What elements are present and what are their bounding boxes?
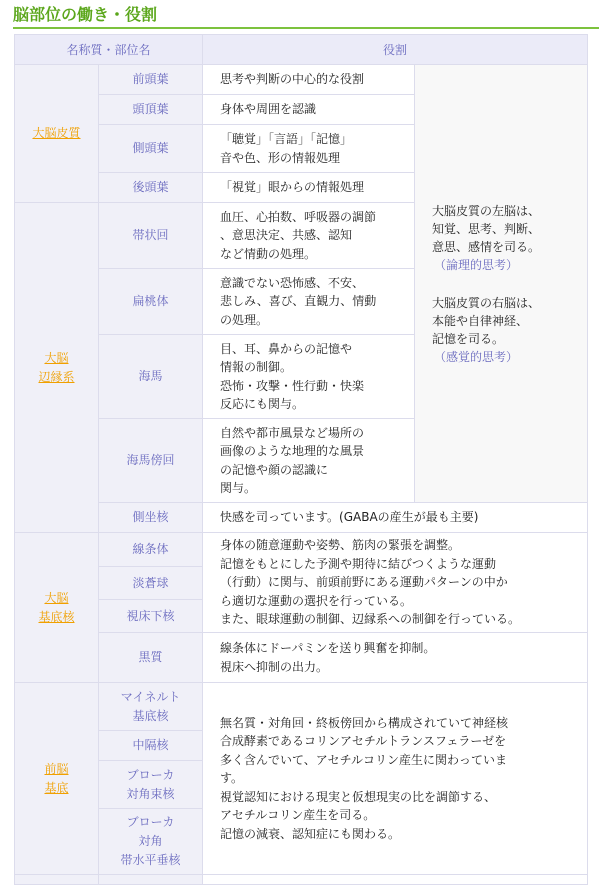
table-header-row xyxy=(15,35,588,65)
part-line: ブローカ xyxy=(126,767,175,782)
left-brain-line1: 大脳皮質の左脳は、 xyxy=(432,203,541,218)
part-amygdala: 扁桃体 xyxy=(99,269,203,335)
role-line: 視床へ抑制の出力。 xyxy=(220,659,329,674)
role-line: 画像のような地理的な風景 xyxy=(220,444,365,458)
left-brain-tag: （論理的思考） xyxy=(434,257,519,272)
role-line: ら適切な運動の選択を行っている。 xyxy=(220,593,413,608)
hemisphere-note xyxy=(415,65,588,503)
part-substantia-nigra: 黒質 xyxy=(99,633,203,683)
part-line: 対角束核 xyxy=(126,786,175,801)
part-cingulate-gyrus: 帯状回 xyxy=(99,203,203,269)
role-nucleus-accumbens: 快感を司っています。(GABAの産生が最も主要) xyxy=(203,503,588,533)
part-parahippocampal-gyrus: 海馬傍回 xyxy=(99,419,203,503)
role-line: 合成酵素であるコリンアセチルトランスフェラーゼを xyxy=(220,734,507,749)
left-brain-line3: 意思、感情を司る。 xyxy=(432,239,541,254)
table-row-cutoff xyxy=(15,875,588,885)
role-line: また、眼球運動の制御、辺縁系への制御を行っている。 xyxy=(220,612,521,627)
role-line: 自然や都市風景など場所の xyxy=(220,425,365,440)
role-line: 恐怖・攻撃・性行動・快楽 xyxy=(220,378,365,393)
role-line: 線条体にドーパミンを送り興奮を抑制。 xyxy=(220,641,436,655)
role-parahippocampal-gyrus xyxy=(203,419,415,503)
table-row xyxy=(15,633,588,683)
region-link-limbic[interactable]: 大脳 辺縁系 xyxy=(15,203,99,533)
role-line: 、意思決定、共感、認知 xyxy=(220,228,353,243)
right-brain-tag: （感覚的思考） xyxy=(434,349,519,364)
role-line: （行動）に関与、前頭前野にある運動パターンの中か xyxy=(220,575,508,590)
role-line: アセチルコリン産生を司る。 xyxy=(220,808,376,823)
role-line: 血圧、心拍数、呼吸器の調節 xyxy=(220,209,377,224)
part-subthalamic-nucleus: 視床下核 xyxy=(99,600,203,633)
role-temporal-lobe xyxy=(203,125,415,173)
left-brain-line2: 知覚、思考、判断、 xyxy=(432,221,541,236)
right-brain-line1: 大脳皮質の右脳は、 xyxy=(432,295,541,310)
part-hippocampus: 海馬 xyxy=(99,335,203,419)
role-frontal-lobe: 思考や判断の中心的な役割 xyxy=(203,65,415,95)
role-hippocampus xyxy=(203,335,415,419)
role-line: す。 xyxy=(220,771,244,786)
column-header-role: 役割 xyxy=(203,35,588,65)
part-line: 帯水平垂核 xyxy=(120,853,181,867)
part-occipital-lobe: 後頭葉 xyxy=(99,173,203,203)
role-line: 身体の随意運動や姿勢、筋肉の緊張を調整。 xyxy=(220,538,461,553)
role-line: 無名質・対角回・終板傍回から構成されていて神経核 xyxy=(220,715,509,730)
role-line: の処理。 xyxy=(220,312,269,327)
cutoff-cell xyxy=(203,875,588,885)
part-globus-pallidus: 淡蒼球 xyxy=(99,567,203,600)
role-line: 視覚認知における現実と仮想現実の比を調節する、 xyxy=(220,789,497,804)
right-brain-line2: 本能や自律神経、 xyxy=(432,313,529,328)
table-row xyxy=(15,503,588,533)
role-line: 関与。 xyxy=(220,481,257,495)
region-link-basal-ganglia[interactable]: 大脳 基底核 xyxy=(15,533,99,683)
role-line: の記憶や顔の認識に xyxy=(220,462,329,477)
role-parietal-lobe: 身体や周囲を認識 xyxy=(203,95,415,125)
cutoff-cell xyxy=(15,875,99,885)
part-parietal-lobe: 頭頂葉 xyxy=(99,95,203,125)
cutoff-cell xyxy=(99,875,203,885)
role-line: 「聴覚」「言語」「記憶」 xyxy=(220,132,353,146)
role-line: など情動の処理。 xyxy=(220,246,317,261)
role-line: 意識でない恐怖感、不安、 xyxy=(220,275,365,290)
role-line: 記憶の減衰、認知症にも関わる。 xyxy=(220,826,401,841)
role-line: 音や色、形の情報処理 xyxy=(220,150,341,165)
right-brain-line3: 記憶を司る。 xyxy=(432,331,505,346)
part-line: 基底核 xyxy=(132,708,169,723)
role-line: 目、耳、鼻からの記憶や xyxy=(220,341,353,356)
brain-function-table xyxy=(14,34,588,885)
part-frontal-lobe: 前頭葉 xyxy=(99,65,203,95)
part-meynert-nucleus xyxy=(99,683,203,731)
table-row xyxy=(15,65,588,95)
part-line: ブローカ xyxy=(126,815,175,829)
role-amygdala xyxy=(203,269,415,335)
part-line: マイネルト xyxy=(120,689,181,704)
role-cingulate-gyrus xyxy=(203,203,415,269)
role-basal-ganglia xyxy=(203,533,588,633)
part-temporal-lobe: 側頭葉 xyxy=(99,125,203,173)
part-broca-diagonal-band xyxy=(99,761,203,809)
role-line: 記憶をもとにした予測や期待に結びつくような運動 xyxy=(220,556,497,571)
part-broca-horizontal-limb xyxy=(99,809,203,875)
column-header-name: 名称質・部位名 xyxy=(15,35,203,65)
table-row xyxy=(15,683,588,731)
role-line: 反応にも関与。 xyxy=(220,397,305,411)
region-link-cortex[interactable]: 大脳皮質 xyxy=(15,65,99,203)
part-line: 対角 xyxy=(138,834,163,848)
role-line: 悲しみ、喜び、直観力、情動 xyxy=(220,294,377,309)
role-substantia-nigra xyxy=(203,633,588,683)
region-link-basal-forebrain[interactable]: 前脳 基底 xyxy=(15,683,99,875)
table-row xyxy=(15,533,588,567)
part-nucleus-accumbens: 側坐核 xyxy=(99,503,203,533)
part-striatum: 線条体 xyxy=(99,533,203,567)
role-occipital-lobe: 「視覚」眼からの情報処理 xyxy=(203,173,415,203)
part-septal-nucleus: 中隔核 xyxy=(99,731,203,761)
page-title: 脳部位の働き・役割 xyxy=(13,2,599,29)
role-line: 情報の制御。 xyxy=(220,360,293,374)
role-line: 多く含んでいて、アセチルコリン産生に関わっていま xyxy=(220,752,507,767)
role-basal-forebrain xyxy=(203,683,588,875)
